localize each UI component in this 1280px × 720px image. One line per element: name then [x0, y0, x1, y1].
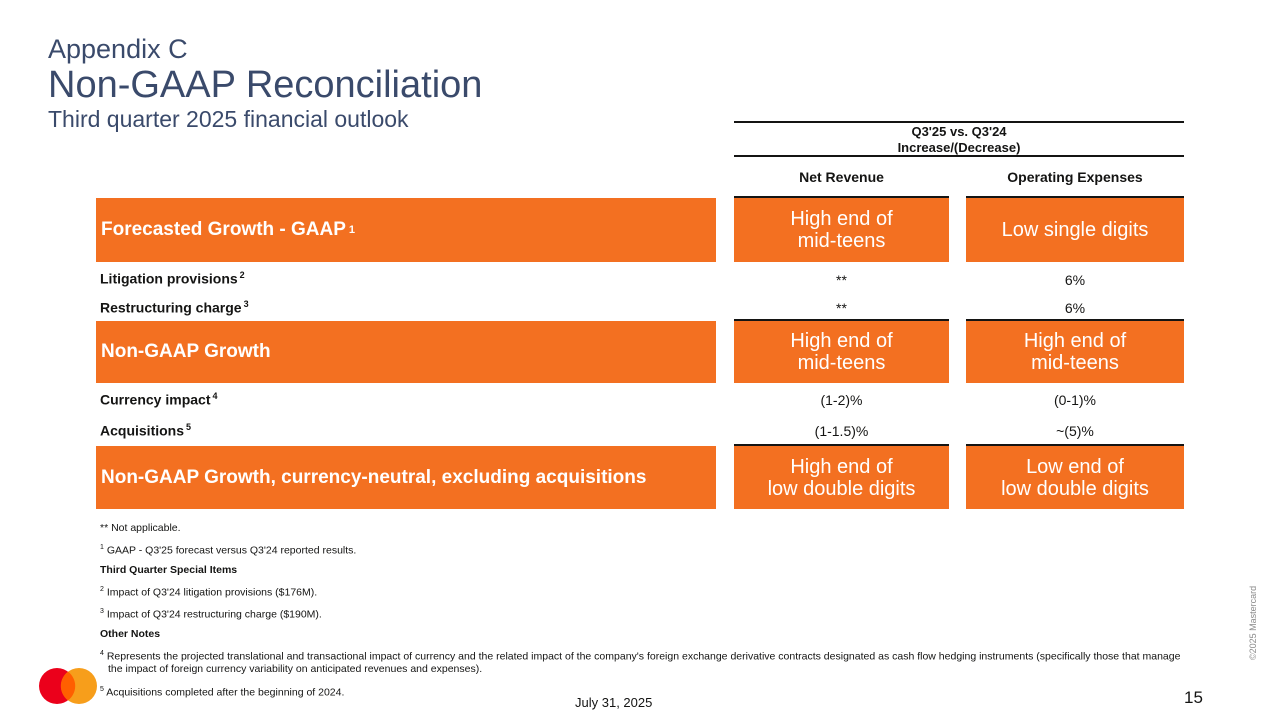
gaap-rev-line1: High end of — [790, 208, 893, 230]
page-title: Non-GAAP Reconciliation — [48, 64, 483, 106]
litigation-text: Litigation provisions — [100, 270, 238, 287]
row-acquisitions-revenue: (1-1.5)% — [814, 423, 869, 439]
currency-sup: 4 — [212, 391, 218, 401]
group-header-line1: Q3'25 vs. Q3'24 — [911, 124, 1007, 139]
note-2-text: Impact of Q3'24 litigation provisions ($176M). — [106, 586, 318, 598]
note-2 — [100, 583, 1190, 600]
nongaap-rev-line1: High end of — [790, 330, 893, 352]
row-gaap-text: Forecasted Growth - GAAP — [101, 219, 346, 240]
row-restructuring-label — [100, 299, 249, 316]
note-5-sup: 5 — [100, 686, 104, 693]
row-acquisitions-label — [100, 422, 191, 439]
note-3-sup: 3 — [100, 608, 104, 615]
row-restructuring-opex: 6% — [1064, 300, 1086, 316]
row-currency-revenue: (1-2)% — [820, 392, 863, 408]
restructuring-text: Restructuring charge — [100, 299, 242, 316]
row-neutral-opex — [966, 446, 1184, 509]
row-currency-label — [100, 391, 218, 408]
note-1-text: GAAP - Q3'25 forecast versus Q3'24 reported results. — [106, 544, 357, 557]
acquisitions-sup: 5 — [186, 422, 192, 432]
note-na: ** Not applicable. — [100, 522, 181, 534]
note-other-title: Other Notes — [100, 627, 161, 640]
row-gaap-label — [96, 198, 716, 262]
note-1 — [100, 541, 1190, 558]
gaap-rev-line2: mid-teens — [797, 230, 886, 252]
col-head-net-revenue: Net Revenue — [734, 157, 949, 198]
neutral-opex-line2: low double digits — [1001, 477, 1149, 500]
row-nongaap-revenue — [734, 321, 949, 383]
row-neutral-label: Non-GAAP Growth, currency-neutral, excluding acquisitions — [96, 446, 716, 509]
row-gaap-opex: Low single digits — [966, 198, 1184, 262]
nongaap-rev-line2: mid-teens — [797, 352, 886, 374]
row-currency-opex: (0-1)% — [1053, 392, 1096, 408]
currency-text: Currency impact — [100, 391, 211, 408]
row-gaap-sup: 1 — [348, 224, 356, 236]
col-head-operating-expenses: Operating Expenses — [966, 157, 1184, 198]
row-neutral-revenue — [734, 446, 949, 509]
acquisitions-text: Acquisitions — [100, 422, 185, 439]
note-4-sup: 4 — [100, 649, 104, 657]
page-number: 15 — [1184, 688, 1203, 707]
row-litigation-revenue: ** — [836, 272, 847, 288]
title-block — [48, 34, 482, 132]
page-subtitle: Third quarter 2025 financial outlook — [48, 106, 409, 132]
row-gaap-revenue — [734, 198, 949, 262]
mastercard-logo-icon — [38, 667, 98, 705]
row-acquisitions-opex: ~(5)% — [1056, 423, 1094, 439]
footnotes — [100, 522, 1190, 706]
note-1-sup: 1 — [100, 544, 104, 551]
group-header-line2: Increase/(Decrease) — [897, 140, 1021, 155]
note-2-sup: 2 — [100, 585, 104, 593]
row-litigation-opex: 6% — [1064, 272, 1086, 288]
note-5-text: Acquisitions completed after the beginning of 2024. — [106, 686, 345, 699]
note-4 — [100, 647, 1190, 677]
note-3 — [100, 605, 1190, 622]
row-restructuring-revenue: ** — [836, 300, 847, 316]
note-3-text: Impact of Q3'24 restructuring charge ($190M). — [106, 608, 322, 621]
neutral-rev-line1: High end of — [790, 455, 893, 478]
row-litigation-label — [100, 270, 245, 287]
nongaap-opex-line2: mid-teens — [1031, 352, 1119, 374]
appendix-label: Appendix C — [48, 34, 188, 64]
footer-date: July 31, 2025 — [575, 695, 653, 710]
note-special-title: Third Quarter Special Items — [100, 563, 238, 576]
neutral-opex-line1: Low end of — [1026, 455, 1124, 478]
nongaap-opex-line1: High end of — [1023, 330, 1127, 352]
group-header — [734, 121, 1184, 157]
restructuring-sup: 3 — [243, 299, 249, 309]
litigation-sup: 2 — [239, 270, 245, 280]
row-nongaap-label: Non-GAAP Growth — [96, 321, 716, 383]
neutral-rev-line2: low double digits — [767, 477, 916, 500]
note-4-text: Represents the projected translational and transactional impact of currency and the related impact of the company's foreign exchange derivative contracts designated as cash flow hedging instruments (specifically those that manage the impact of foreign currency variability on anticipated revenues and expenses). — [106, 650, 1181, 675]
row-nongaap-opex — [966, 321, 1184, 383]
copyright: ©2025 Mastercard — [1248, 585, 1258, 660]
